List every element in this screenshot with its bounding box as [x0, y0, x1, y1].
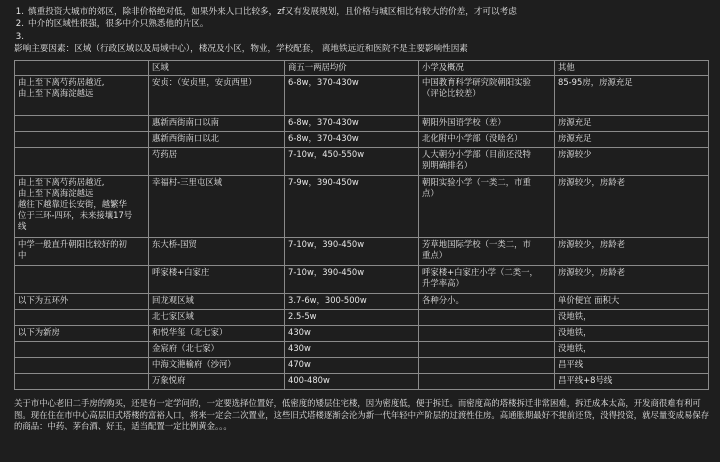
table-cell: 昌平线 — [555, 358, 709, 374]
table-cell: 朝阳外国语学校（差） — [419, 116, 555, 132]
table-header-cell: 商五一两居均价 — [285, 61, 419, 76]
factors-text: 影响主要因素：区域（行政区域以及局域中心），楼况及小区，物业，学校配套， 离地铁远近和医院不是主要影响性因素 — [14, 44, 468, 54]
table-cell — [419, 326, 555, 342]
table-cell: 各种分小。 — [419, 294, 555, 310]
table-cell: 7-10w，390-450w — [285, 238, 419, 266]
table-cell — [419, 310, 555, 326]
table-cell — [15, 148, 149, 176]
table-cell: 房源较少 — [555, 148, 709, 176]
table-row — [15, 238, 709, 266]
table-header-cell: 小学及概况 — [419, 61, 555, 76]
table-cell: 没地铁， — [555, 342, 709, 358]
table-row — [15, 374, 709, 390]
intro-text: 中介的区域性很强，很多中介只熟悉他的片区。 — [28, 19, 209, 30]
table-cell: 万象悦府 — [149, 374, 285, 390]
table-cell: 芳草地国际学校（一类二，市 重点） — [419, 238, 555, 266]
table-cell: 中国教育科学研究院朝阳实验 （评论比较差） — [419, 76, 555, 116]
table-cell: 北七家区域 — [149, 310, 285, 326]
table-cell — [15, 374, 149, 390]
intro-number: 3. — [15, 31, 24, 42]
table-cell: 朝阳实验小学（一类二，市重 点） — [419, 176, 555, 238]
table-cell: 房源充足 — [555, 116, 709, 132]
intro-number: 2. — [15, 19, 24, 30]
table-cell — [15, 116, 149, 132]
table-row — [15, 358, 709, 374]
table-cell: 和悦华玺（北七家） — [149, 326, 285, 342]
table-cell: 幸福村-三里屯区域 — [149, 176, 285, 238]
table-cell: 房源较少，房龄老 — [555, 238, 709, 266]
intro-item-2 — [10, 19, 710, 32]
table-cell: 2.5-5w — [285, 310, 419, 326]
table-cell: 安贞：（安贞里，安贞西里） — [149, 76, 285, 116]
table-cell: 呼家楼+白家庄小学（二类一， 升学率高） — [419, 266, 555, 294]
table-row — [15, 266, 709, 294]
table-cell: 芍药居 — [149, 148, 285, 176]
table-cell: 7-10w，450-550w — [285, 148, 419, 176]
table-cell — [15, 266, 149, 294]
table-header-cell — [15, 61, 149, 76]
table-header-cell: 其他 — [555, 61, 709, 76]
table-cell: 6-8w，370-430w — [285, 132, 419, 148]
table-header-cell: 区域 — [149, 61, 285, 76]
table-cell: 3.7-6w，300-500w — [285, 294, 419, 310]
table-cell: 回龙观区域 — [149, 294, 285, 310]
table-cell: 昌平线+8号线 — [555, 374, 709, 390]
table-cell: 6-8w，370-430w — [285, 76, 419, 116]
table-row — [15, 116, 709, 132]
table-cell: 惠新西街南口以北 — [149, 132, 285, 148]
intro-item-1 — [10, 6, 710, 19]
table-cell — [15, 132, 149, 148]
table-cell: 以下为新房 — [15, 326, 149, 342]
table-row — [15, 76, 709, 116]
table-row — [15, 294, 709, 310]
table-cell — [419, 374, 555, 390]
table-cell: 呼家楼+白家庄 — [149, 266, 285, 294]
table-cell: 7-10w，390-450w — [285, 266, 419, 294]
intro-text: 慎重投资大城市的郊区，除非价格绝对低，如果外来人口比较多，zf又有发展规划，且价格与城区相比有较大的价差，才可以考虑 — [28, 6, 517, 17]
table-cell: 房源较少，房龄老 — [555, 266, 709, 294]
table-cell — [15, 310, 149, 326]
table-header-row — [15, 61, 709, 76]
table-cell: 7-9w，390-450w — [285, 176, 419, 238]
table-row — [15, 176, 709, 238]
footer-paragraph: 关于市中心老旧二手房的购买，还是有一定学问的，一定要选择位置好，低密度的矮层住宅楼，因为密度低，便于拆迁。而密度高的塔楼拆迁非常困难，拆迁成本太高，开发商很难有利可图。现在住在市中心高层旧式塔楼的富裕人口，将来一定会二次置业，这些旧式塔楼逐渐会沦为新一代年轻中产阶层的过渡性住房。高通胀期最好不提前还贷，没得投资，就尽量变成易保存的商品：中药、茅台酒、好玉，适当配置一定比例黄金。。。 — [14, 398, 710, 431]
table-row — [15, 326, 709, 342]
table-cell — [419, 358, 555, 374]
table-cell: 房源较少，房龄老 — [555, 176, 709, 238]
table-cell: 470w — [285, 358, 419, 374]
table-cell: 北化附中小学部（没啥名） — [419, 132, 555, 148]
intro-list — [10, 6, 710, 44]
table-row — [15, 132, 709, 148]
table-cell: 惠新西街南口以南 — [149, 116, 285, 132]
table-cell: 430w — [285, 326, 419, 342]
table-cell: 没地铁， — [555, 310, 709, 326]
table-cell: 房源充足 — [555, 132, 709, 148]
intro-number: 1. — [15, 6, 24, 17]
table-cell: 以下为五环外 — [15, 294, 149, 310]
table-cell: 人大朝分小学部（目前还没特 别明确排名） — [419, 148, 555, 176]
table-row — [15, 342, 709, 358]
table-cell: 金宸府（北七家） — [149, 342, 285, 358]
table-cell: 中学一般直升朝阳比较好的初 中 — [15, 238, 149, 266]
table-cell: 没地铁， — [555, 326, 709, 342]
table-cell: 单价便宜 面积大 — [555, 294, 709, 310]
table-cell: 中海文滟榆府（沙河） — [149, 358, 285, 374]
table-row — [15, 148, 709, 176]
table-cell: 430w — [285, 342, 419, 358]
intro-item-3 — [10, 31, 710, 44]
table-cell: 400-480w — [285, 374, 419, 390]
table-cell — [15, 358, 149, 374]
housing-table — [14, 60, 709, 390]
table-cell: 由上至下离芍药居越近, 由上至下离海淀越远 — [15, 76, 149, 116]
table-cell: 由上至下离芍药居越近, 由上至下离海淀越远 越往下越靠近长安街，越繁华 位于三环-四环，未来接壤17号 线 — [15, 176, 149, 238]
table-cell — [15, 342, 149, 358]
table-body — [15, 61, 709, 390]
table-cell — [419, 342, 555, 358]
table-cell: 东大桥-国贸 — [149, 238, 285, 266]
table-cell: 85-95房，房源充足 — [555, 76, 709, 116]
table-cell: 6-8w，370-430w — [285, 116, 419, 132]
table-row — [15, 310, 709, 326]
